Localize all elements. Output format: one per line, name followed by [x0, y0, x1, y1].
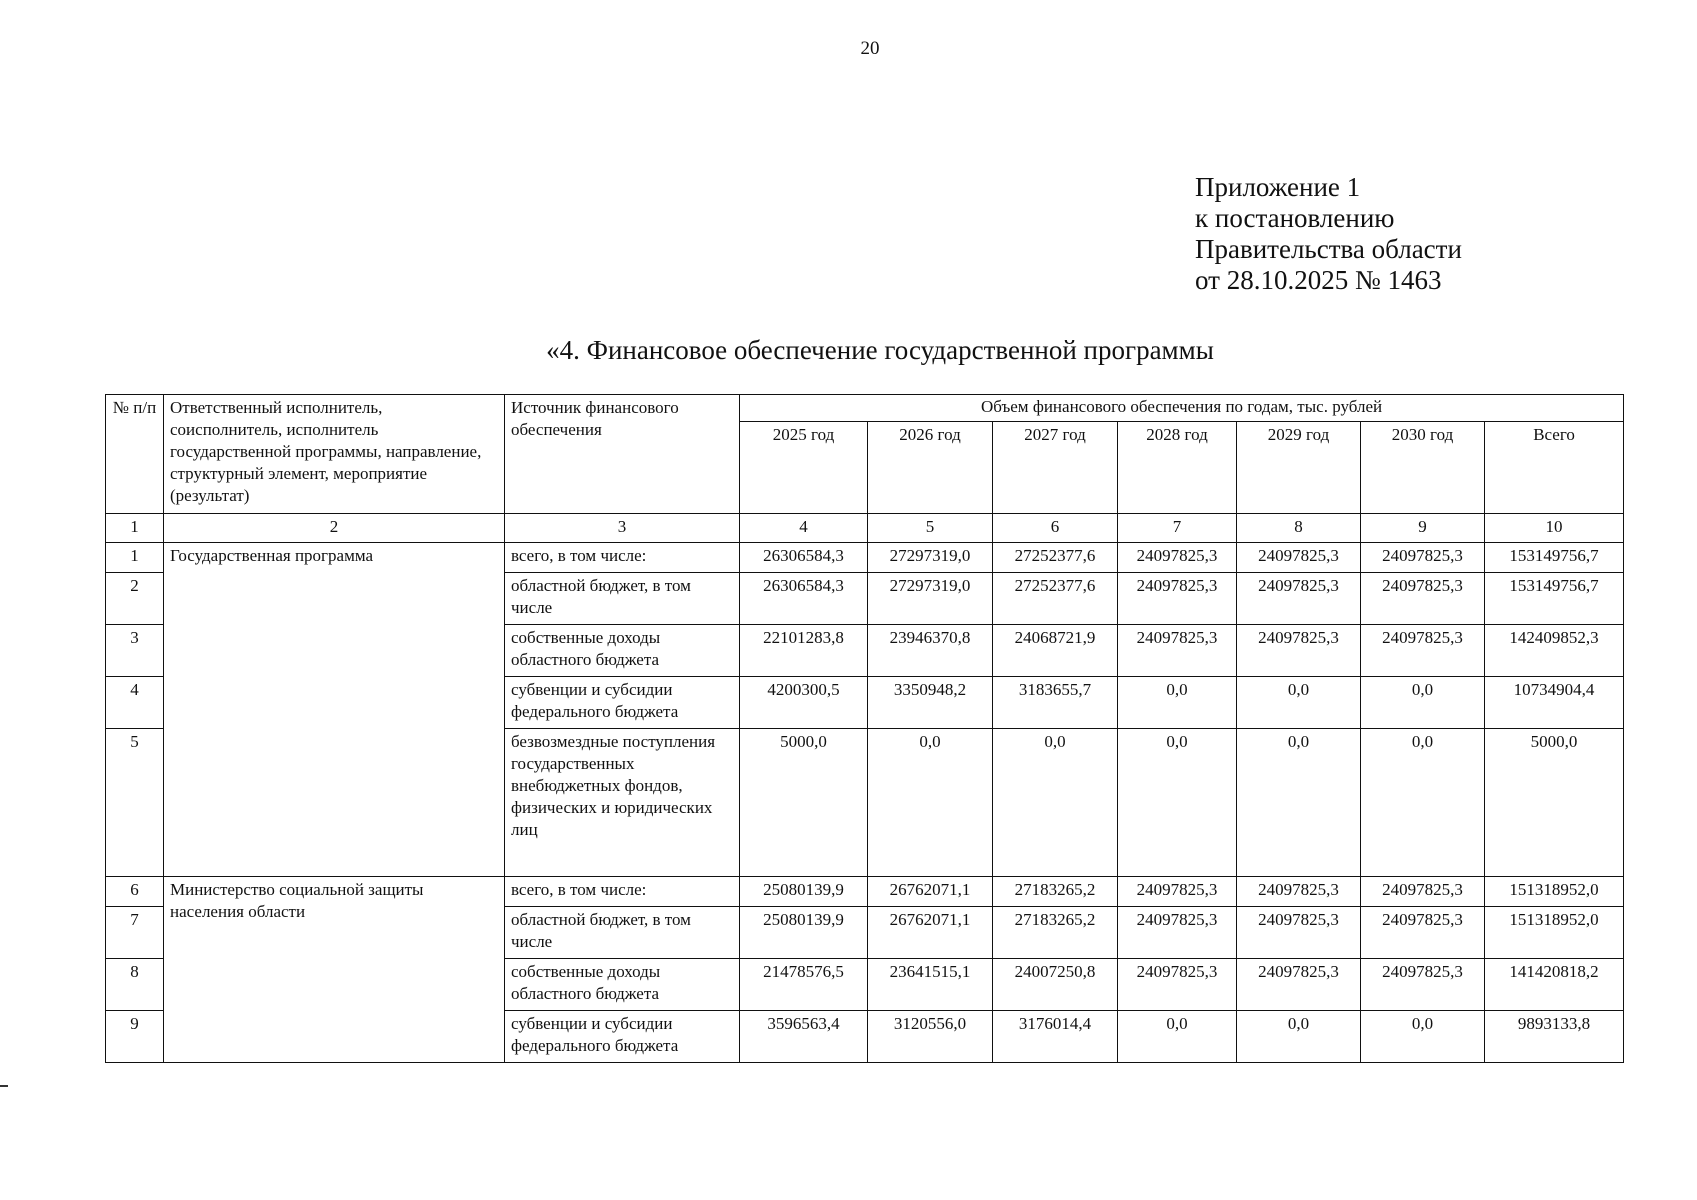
value-cell: 3176014,4 [993, 1011, 1118, 1063]
value-cell: 25080139,9 [740, 877, 868, 907]
value-cell: 27183265,2 [993, 907, 1118, 959]
value-cell: 24097825,3 [1361, 877, 1485, 907]
column-number: 3 [505, 514, 740, 543]
source-cell: всего, в том числе: [505, 877, 740, 907]
total-cell: 142409852,3 [1485, 625, 1624, 677]
header-year: 2028 год [1118, 422, 1237, 514]
value-cell: 0,0 [1361, 729, 1485, 877]
header-year: 2027 год [993, 422, 1118, 514]
value-cell: 3350948,2 [868, 677, 993, 729]
appendix-block [1195, 172, 1462, 296]
table-row [106, 543, 1624, 573]
value-cell: 24097825,3 [1237, 543, 1361, 573]
value-cell: 24068721,9 [993, 625, 1118, 677]
total-cell: 10734904,4 [1485, 677, 1624, 729]
value-cell: 5000,0 [740, 729, 868, 877]
appendix-line: Правительства области [1195, 234, 1462, 264]
value-cell: 26306584,3 [740, 573, 868, 625]
row-number: 4 [106, 677, 164, 729]
value-cell: 27183265,2 [993, 877, 1118, 907]
value-cell: 24007250,8 [993, 959, 1118, 1011]
row-number: 7 [106, 907, 164, 959]
header-num: № п/п [106, 395, 164, 514]
row-number: 5 [106, 729, 164, 877]
value-cell: 3596563,4 [740, 1011, 868, 1063]
header-year: 2029 год [1237, 422, 1361, 514]
header-year: 2030 год [1361, 422, 1485, 514]
source-cell: субвенции и субсидии федерального бюджета [505, 677, 740, 729]
column-number: 1 [106, 514, 164, 543]
value-cell: 27252377,6 [993, 573, 1118, 625]
value-cell: 24097825,3 [1237, 959, 1361, 1011]
value-cell: 24097825,3 [1361, 959, 1485, 1011]
value-cell: 27297319,0 [868, 573, 993, 625]
column-number: 10 [1485, 514, 1624, 543]
value-cell: 0,0 [1237, 1011, 1361, 1063]
value-cell: 24097825,3 [1118, 573, 1237, 625]
value-cell: 24097825,3 [1118, 625, 1237, 677]
source-cell: областной бюджет, в том числе [505, 907, 740, 959]
total-cell: 141420818,2 [1485, 959, 1624, 1011]
value-cell: 0,0 [1237, 729, 1361, 877]
column-number: 6 [993, 514, 1118, 543]
source-cell: областной бюджет, в том числе [505, 573, 740, 625]
value-cell: 24097825,3 [1361, 907, 1485, 959]
value-cell: 24097825,3 [1237, 573, 1361, 625]
table-row [106, 877, 1624, 907]
value-cell: 0,0 [993, 729, 1118, 877]
margin-mark [0, 1085, 8, 1087]
value-cell: 24097825,3 [1237, 907, 1361, 959]
source-cell: всего, в том числе: [505, 543, 740, 573]
value-cell: 0,0 [1118, 729, 1237, 877]
header-executor: Ответственный исполнитель, соисполнитель, исполнитель государственной программы, направление, структурный элемент, мероприятие (результат) [164, 395, 505, 514]
row-number: 3 [106, 625, 164, 677]
row-number: 1 [106, 543, 164, 573]
value-cell: 0,0 [1118, 677, 1237, 729]
executor-cell: Министерство социальной защиты населения области [164, 877, 505, 1063]
row-number: 6 [106, 877, 164, 907]
column-number: 4 [740, 514, 868, 543]
value-cell: 26762071,1 [868, 877, 993, 907]
value-cell: 23641515,1 [868, 959, 993, 1011]
value-cell: 24097825,3 [1118, 543, 1237, 573]
source-cell: субвенции и субсидии федерального бюджета [505, 1011, 740, 1063]
column-number-row [106, 514, 1624, 543]
value-cell: 22101283,8 [740, 625, 868, 677]
header-total: Всего [1485, 422, 1624, 514]
executor-cell: Государственная программа [164, 543, 505, 877]
column-number: 9 [1361, 514, 1485, 543]
value-cell: 23946370,8 [868, 625, 993, 677]
section-title: «4. Финансовое обеспечение государственной программы [546, 335, 1214, 365]
value-cell: 24097825,3 [1237, 877, 1361, 907]
column-number: 8 [1237, 514, 1361, 543]
value-cell: 27252377,6 [993, 543, 1118, 573]
value-cell: 27297319,0 [868, 543, 993, 573]
column-number: 2 [164, 514, 505, 543]
value-cell: 0,0 [1118, 1011, 1237, 1063]
value-cell: 24097825,3 [1361, 573, 1485, 625]
value-cell: 26306584,3 [740, 543, 868, 573]
value-cell: 24097825,3 [1118, 959, 1237, 1011]
value-cell: 25080139,9 [740, 907, 868, 959]
value-cell: 3183655,7 [993, 677, 1118, 729]
value-cell: 24097825,3 [1118, 877, 1237, 907]
value-cell: 24097825,3 [1361, 543, 1485, 573]
header-source: Источник финансового обеспечения [505, 395, 740, 514]
header-year: 2025 год [740, 422, 868, 514]
column-number: 5 [868, 514, 993, 543]
source-cell: собственные доходы областного бюджета [505, 959, 740, 1011]
value-cell: 0,0 [1237, 677, 1361, 729]
row-number: 8 [106, 959, 164, 1011]
header-volume: Объем финансового обеспечения по годам, тыс. рублей [740, 395, 1624, 422]
page-number: 20 [860, 38, 880, 59]
row-number: 9 [106, 1011, 164, 1063]
value-cell: 24097825,3 [1361, 625, 1485, 677]
appendix-line: к постановлению [1195, 203, 1395, 233]
value-cell: 0,0 [1361, 1011, 1485, 1063]
value-cell: 24097825,3 [1118, 907, 1237, 959]
total-cell: 5000,0 [1485, 729, 1624, 877]
row-number: 2 [106, 573, 164, 625]
financing-table [105, 394, 1624, 1063]
total-cell: 151318952,0 [1485, 877, 1624, 907]
total-cell: 9893133,8 [1485, 1011, 1624, 1063]
total-cell: 151318952,0 [1485, 907, 1624, 959]
value-cell: 4200300,5 [740, 677, 868, 729]
value-cell: 21478576,5 [740, 959, 868, 1011]
header-year: 2026 год [868, 422, 993, 514]
value-cell: 0,0 [1361, 677, 1485, 729]
appendix-line: от 28.10.2025 № 1463 [1195, 265, 1442, 295]
value-cell: 0,0 [868, 729, 993, 877]
total-cell: 153149756,7 [1485, 573, 1624, 625]
total-cell: 153149756,7 [1485, 543, 1624, 573]
value-cell: 3120556,0 [868, 1011, 993, 1063]
column-number: 7 [1118, 514, 1237, 543]
source-cell: собственные доходы областного бюджета [505, 625, 740, 677]
value-cell: 24097825,3 [1237, 625, 1361, 677]
value-cell: 26762071,1 [868, 907, 993, 959]
appendix-line: Приложение 1 [1195, 172, 1361, 202]
source-cell: безвозмездные поступления государственных внебюджетных фондов, физических и юридических лиц [505, 729, 740, 877]
